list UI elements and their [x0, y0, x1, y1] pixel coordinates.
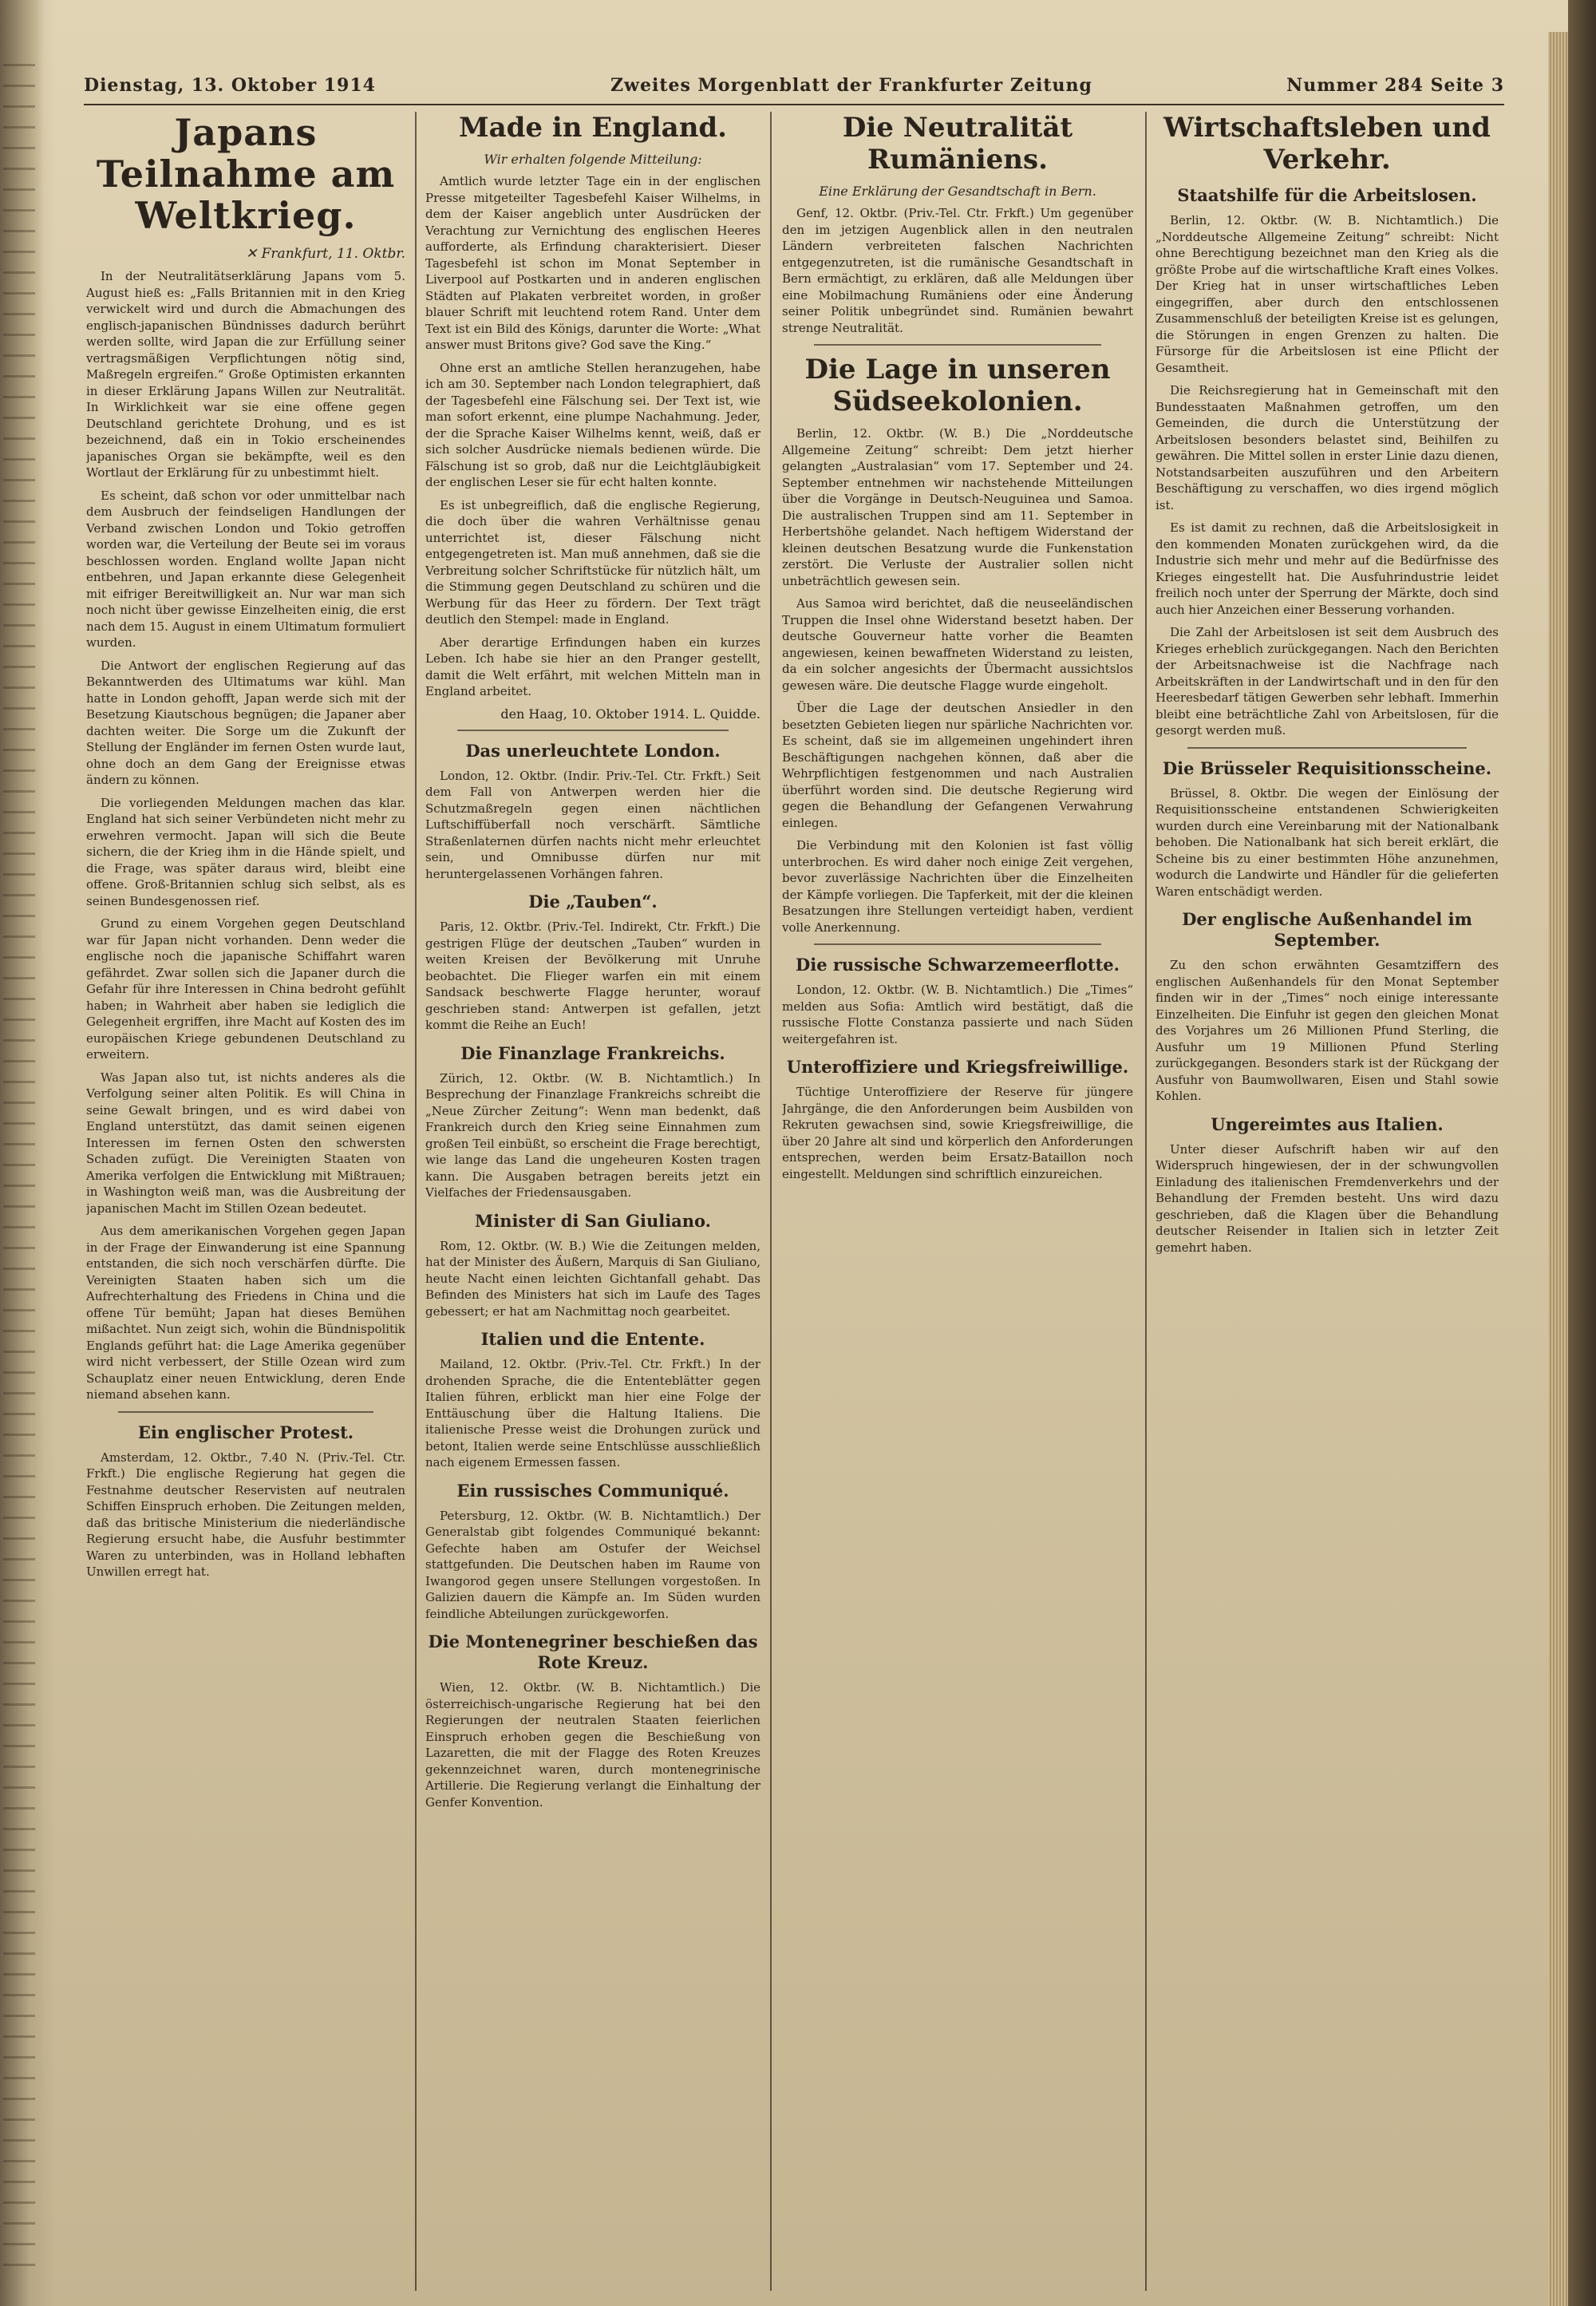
binding-gutter	[0, 0, 44, 2306]
article-title-japan: Japans Teilnahme am Weltkrieg.	[96, 112, 396, 237]
paragraph: Die Antwort der englischen Regierung auf das Bekanntwerden des Ultimatums war kühl. Man hatte in London gehofft, Japan werde sich mit der Besetzung Kiautschous begnügen; die Japaner aber dachten weiter. Die Sorge um die Zukunft der Stellung der Engländer im fernen Osten wurde laut, ohne doch an dem Gang der Ereignisse etwas ändern zu können.	[86, 658, 405, 787]
paragraph: Es scheint, daß schon vor oder unmittelbar nach dem Ausbruch der feindseligen Handlungen der Verband zwischen London und Tokio getroffen worden war, die Verteilung der Beute sei im voraus beschlossen worden. England wollte Japan nicht entbehren, und Japan erkannte diese Gelegenheit mit eifriger Bereitwilligkeit an. Nur war man sich noch nicht über gewisse Einzelheiten einig, die erst nach dem 15. August in einem Ultimatum formuliert wurden.	[86, 488, 405, 650]
paragraph: Es ist unbegreiflich, daß die englische Regierung, die doch über die wahren Verhältnisse genau unterrichtet ist, dieser Fälschung nicht entgegengetreten ist. Man muß annehmen, daß sie die Verbreitung solcher Schriftstücke für nützlich hält, um die Stimmung gegen Deutschland zu schüren und die Werbung für das Heer zu fördern. Der Text trägt deutlich den Stempel: made in England.	[425, 497, 760, 627]
article-title-economy: Wirtschaftsleben und Verkehr.	[1163, 112, 1491, 176]
column-economy	[1156, 112, 1499, 2291]
article-title-england: Made in England.	[458, 112, 728, 144]
section-title: Die „Tauben“.	[528, 892, 658, 912]
column-england	[425, 112, 760, 2291]
section-title: Die Finanzlage Frankreichs.	[460, 1042, 725, 1063]
paragraph: Aus Samoa wird berichtet, daß die neuseeländischen Truppen die Insel ohne Widerstand besetzt haben. Der deutsche Gouverneur hatte vorher die Beamten angewiesen, keinen bewaffneten Widerstand zu leisten, da ein solcher angesichts der Übermacht aussichtslos gewesen wäre. Die deutsche Flagge wurde eingeholt.	[782, 596, 1133, 693]
paragraph: Paris, 12. Oktbr. (Priv.-Tel. Indirekt, Ctr. Frkft.) Die gestrigen Flüge der deutschen „Tauben“ wurden in weiten Kreisen der Bevölkerung mit Unruhe beobachtet. Die Flieger warfen ein mit einem Sandsack beschwerte Flagge herunter, worauf geschrieben stand: Antwerpen ist gefallen, jetzt kommt die Reihe an Euch!	[425, 920, 760, 1032]
paragraph: Zürich, 12. Oktbr. (W. B. Nichtamtlich.) In Besprechung der Finanzlage Frankreichs schreibt die „Neue Zürcher Zeitung“: Wenn man bedenkt, daß Frankreich durch den Krieg seine Einnahmen zum großen Teil einbüßt, so erscheint die Frage berechtigt, wie lange das Land die ungeheuren Kosten tragen kann. Die Ausgaben betragen bereits jetzt ein Vielfaches der Friedensausgaben.	[425, 1070, 760, 1200]
paragraph: Die Reichsregierung hat in Gemeinschaft mit den Bundesstaaten Maßnahmen getroffen, um den Gemeinden, die durch die Unterstützung der Arbeitslosen besonders belastet sind, Beihilfen zu gewähren. Die Mittel sollen in erster Linie dazu dienen, Notstandsarbeiten auszuführen und den Arbeitern Beschäftigung zu verschaffen, wo dies irgend möglich ist.	[1156, 383, 1499, 512]
column-rule	[1145, 112, 1147, 2291]
paragraph: London, 12. Oktbr. (W. B. Nichtamtlich.) Die „Times“ melden aus Sofia: Amtlich wird bestätigt, daß die russische Flotte Constanza passierte und nach Süden weitergefahren ist.	[782, 983, 1133, 1046]
paragraph: Über die Lage der deutschen Ansiedler in den besetzten Gebieten liegen nur spärliche Nachrichten vor. Es scheint, daß sie im allgemeinen ungehindert ihren Beschäftigungen nachgehen können, daß aber die Wehrpflichtigen festgenommen und nach Australien überführt worden sind. Die deutsche Regierung wird gegen die Behandlung der Gefangenen Verwahrung einlegen.	[782, 701, 1133, 830]
paragraph: Berlin, 12. Oktbr. (W. B.) Die „Norddeutsche Allgemeine Zeitung“ schreibt: Dem jetzt hierher gelangten „Australasian“ vom 17. September und 24. September entnehmen wir nachstehende Mitteilungen über die Vorgänge in Deutsch-Neuguinea und Samoa. Die australischen Truppen sind am 11. September in Herbertshöhe gelandet. Nach heftigem Widerstand der kleinen deutschen Besatzung wurde die Funkenstation zerstört. Die Verluste der Australier sollen nicht unbeträchtlich gewesen sein.	[782, 426, 1133, 588]
column-rule	[415, 112, 417, 2291]
article-title-colonies: Die Lage in unseren Südseekolonien.	[804, 354, 1111, 417]
paragraph: Grund zu einem Vorgehen gegen Deutschland war für Japan nicht vorhanden. Denn weder die englische noch die japanische Schiffahrt waren gefährdet. Zwar sollen sich die Japaner durch die Gefahr für ihre Interessen in China bedroht gefühlt haben; in Wahrheit aber haben sie lediglich die Gelegenheit ergriffen, ihre Macht auf Kosten des im europäischen Kriege gebundenen Deutschland zu erweitern.	[86, 916, 405, 1062]
previous-page-text	[3, 64, 35, 2283]
section-title: Die Montenegriner beschießen das Rote Kreuz.	[428, 1632, 758, 1672]
header-date: Dienstag, 13. Oktober 1914	[84, 75, 376, 96]
paragraph: London, 12. Oktbr. (Indir. Priv.-Tel. Ctr. Frkft.) Seit dem Fall von Antwerpen werden hier die Schutzmaßregeln gegen einen nächtlichen Luftschiffüberfall noch verschärft. Sämtliche Straßenlaternen dürfen nachts nicht mehr erleuchtet sein, und Omnibusse dürfen nur mit heruntergelassenen Vorhängen fahren.	[425, 768, 760, 881]
header-title: Zweites Morgenblatt der Frankfurter Zeitung	[610, 75, 1092, 96]
paragraph: Wien, 12. Oktbr. (W. B. Nichtamtlich.) Die österreichisch-ungarische Regierung hat bei den Regierungen der neutralen Staaten feierlichen Einspruch erhoben gegen die Beschießung von Lazaretten, die mit der Flagge des Roten Kreuzes gekennzeichnet waren, durch montenegrinische Artillerie. Die Regierung verlangt die Einhaltung der Genfer Konvention.	[425, 1680, 760, 1810]
intro-line: Eine Erklärung der Gesandtschaft in Bern.	[819, 184, 1096, 199]
article-subtitle: Staatshilfe für die Arbeitslosen.	[1177, 185, 1477, 205]
paragraph: Petersburg, 12. Oktbr. (W. B. Nichtamtlich.) Der Generalstab gibt folgendes Communiqué bekannt: Gefechte haben am Ostufer der Weichsel stattgefunden. Die Deutschen haben im Raume von Iwangorod gegen unsere Stellungen vorgestoßen. In Galizien dauern die Kämpfe an. Im Süden wurden feindliche Abteilungen zurückgeworfen.	[425, 1508, 760, 1621]
section-title: Die russische Schwarzemeerflotte.	[796, 955, 1120, 975]
paragraph: Mailand, 12. Oktbr. (Priv.-Tel. Ctr. Frkft.) In der drohenden Sprache, die die Ententeblätter gegen Italien führen, erblickt man hier eine Folge der Enttäuschung über die Haltung Italiens. Die italienische Presse weist die Drohungen zurück und betont, Italien werde seine Entschlüsse ausschließlich nach eigenem Ermessen fassen.	[425, 1357, 760, 1469]
column-romania	[782, 112, 1133, 2291]
article-title-romania: Die Neutralität Rumäniens.	[842, 112, 1073, 176]
paragraph: Amsterdam, 12. Oktbr., 7.40 N. (Priv.-Tel. Ctr. Frkft.) Die englische Regierung hat gegen die Festnahme deutscher Reservisten auf neutralen Schiffen Einspruch erhoben. Die Zeitungen melden, daß das britische Ministerium die niederländische Regierung ersucht habe, die Ausfuhr bestimmter Waren zu unterbinden, was in Holland lebhaften Unwillen erregt hat.	[86, 1450, 405, 1579]
paragraph: Was Japan also tut, ist nichts anderes als die Verfolgung seiner alten Politik. Es will China in seine Gewalt bringen, und es wird dabei von England unterstützt, das damit seinen eigenen Interessen im fernen Osten den schwersten Schaden zufügt. Die Vereinigten Staaten von Amerika verfolgen die Entwicklung mit Mißtrauen; in Washington weiß man, was die Ausbreitung der japanischen Macht im Stillen Ozean bedeutet.	[86, 1070, 405, 1216]
section-title: Ungereimtes aus Italien.	[1211, 1113, 1444, 1134]
section-title: Das unerleuchtete London.	[465, 740, 721, 761]
paragraph: Es ist damit zu rechnen, daß die Arbeitslosigkeit in den kommenden Monaten zurückgehen wird, da die Industrie sich mehr und mehr auf die Bedürfnisse des Krieges eingestellt hat. Die Ausfuhrindustrie leidet freilich noch unter der Sperrung der Märkte, doch sind auch hier Anzeichen einer Besserung vorhanden.	[1156, 520, 1499, 617]
section-title: Ein russisches Communiqué.	[456, 1480, 729, 1501]
header-page-number: Nummer 284 Seite 3	[1286, 75, 1504, 96]
dateline: ✕ Frankfurt, 11. Oktbr.	[245, 246, 405, 262]
paragraph: Die Zahl der Arbeitslosen ist seit dem Ausbruch des Krieges erheblich zurückgegangen. Nach den Berichten der Arbeitsnachweise ist die Nachfrage nach Arbeitskräften in der Landwirtschaft und in den für den Heeresbedarf tätigen Gewerben sehr lebhaft. Immerhin bleibt eine beträchtliche Zahl von Arbeitslosen, für die gesorgt werden muß.	[1156, 625, 1499, 738]
section-title: Der englische Außenhandel im September.	[1182, 909, 1472, 950]
paragraph: Rom, 12. Oktbr. (W. B.) Wie die Zeitungen melden, hat der Minister des Äußern, Marquis di San Giuliano, heute Nacht einen leichten Gichtanfall gehabt. Das Befinden des Ministers hat sich im Laufe des Tages gebessert; er hat am Nachmittag noch gearbeitet.	[425, 1238, 760, 1319]
section-title: Unteroffiziere und Kriegsfreiwillige.	[786, 1057, 1129, 1077]
paragraph: Brüssel, 8. Oktbr. Die wegen der Einlösung der Requisitionsscheine entstandenen Schwierigkeiten wurden durch eine Vereinbarung mit der Nationalbank behoben. Die Nationalbank hat sich bereit erklärt, die Scheine bis zu einer bestimmten Höhe anzunehmen, wodurch die Landwirte und Händler für die gelieferten Waren entschädigt werden.	[1156, 785, 1499, 899]
section-title: Italien und die Entente.	[480, 1329, 705, 1349]
paragraph: Aus dem amerikanischen Vorgehen gegen Japan in der Frage der Einwanderung ist eine Spannung entstanden, die sich noch verschärfen dürfte. Die Vereinigten Staaten haben sich um die Aufrechterhaltung des Friedens in China und die offene Tür bemüht; Japan hat dieses Bemühen mißachtet. Nun zeigt sich, wohin die Bündnispolitik Englands geführt hat: die Lage Amerika gegenüber wird nicht verbessert, der Stille Ozean wird zum Schauplatz einer neuen Entwicklung, deren Ende niemand absehen kann.	[86, 1224, 405, 1402]
signature: den Haag, 10. Oktober 1914. L. Quidde.	[500, 706, 760, 722]
book-edge	[1568, 0, 1596, 2306]
paragraph: Die vorliegenden Meldungen machen das klar. England hat sich seiner Verbündeten nicht mehr zu erwehren vermocht. Japan will sich die Beute sichern, die der Krieg ihm in die Hände spielt, und die Frage, was später daraus wird, bleibt eine offene. Groß-Britannien schlug sich selbst, als es seinen Bundesgenossen rief.	[86, 795, 405, 908]
column-japan	[86, 112, 405, 2291]
section-title: Ein englischer Protest.	[137, 1422, 354, 1442]
paragraph: Ohne erst an amtliche Stellen heranzugehen, habe ich am 30. September nach London telegraphiert, daß der Tagesbefehl eine Fälschung sei. Der Text ist, wie man sofort erkennt, eine plumpe Nachahmung. Jeder, der die Sprache Kaiser Wilhelms kennt, weiß, daß er sich solcher Ausdrücke niemals bedienen würde. Die Fälschung ist so grob, daß nur die Leichtgläubigkeit der englischen Leser sie für echt halten konnte.	[425, 360, 760, 489]
page-header	[84, 72, 1504, 105]
paragraph: Die Verbindung mit den Kolonien ist fast völlig unterbrochen. Es wird daher noch einige Zeit vergehen, bevor zuverlässige Nachrichten über die Einzelheiten der Kämpfe vorliegen. Die Tapferkeit, mit der die kleinen Besatzungen ihre Stellungen verteidigt haben, verdient volle Anerkennung.	[782, 838, 1133, 935]
separator	[118, 1411, 373, 1413]
intro-line: Wir erhalten folgende Mitteilung:	[484, 152, 702, 167]
separator	[814, 943, 1101, 945]
section-title: Die Brüsseler Requisitionsscheine.	[1162, 757, 1492, 778]
separator	[457, 730, 729, 731]
page-stack-edge	[1548, 32, 1568, 2306]
paragraph: Amtlich wurde letzter Tage ein in der englischen Presse mitgeteilter Tagesbefehl Kaiser Wilhelms, in dem der Kaiser angeblich unter Ausdrücken der Verachtung zur Vernichtung des englischen Heeres aufforderte, als Erfindung charakterisiert. Dieser Tagesbefehl ist schon im Monat September in Liverpool auf Postkarten und in anderen englischen Städten auf Plakaten verbreitet worden, in großer blauer Schrift mit leuchtend rotem Rand. Unter dem Text ist ein Bild des Königs, darunter die Worte: „What answer must Britons give? God save the King.“	[425, 174, 760, 352]
paragraph: Unter dieser Aufschrift haben wir auf den Widerspruch hingewiesen, der in der schwungvollen Einladung des italienischen Fremdenverkehrs und der Behandlung der Fremden besteht. Uns wird dazu geschrieben, daß die Klagen über die Behandlung deutscher Reisender in Italien sich in letzter Zeit gemehrt haben.	[1156, 1141, 1499, 1255]
separator	[1187, 747, 1467, 749]
separator	[814, 344, 1101, 346]
paragraph: Zu den schon erwähnten Gesamtziffern des englischen Außenhandels für den Monat September finden wir in der „Times“ noch einige interessante Einzelheiten. Die Einfuhr ist gegen den gleichen Monat des Vorjahres um 26 Millionen Pfund Sterling, die Ausfuhr um 19 Millionen Pfund Sterling zurückgegangen. Besonders stark ist der Rückgang der Ausfuhr von Baumwollwaren, Eisen und Stahl sowie Kohlen.	[1156, 958, 1499, 1103]
paragraph: Genf, 12. Oktbr. (Priv.-Tel. Ctr. Frkft.) Um gegenüber den im jetzigen Augenblick allen in den neutralen Ländern verbreiteten falschen Nachrichten entgegenzutreten, ist die rumänische Gesandtschaft in Bern ermächtigt, zu erklären, daß alle Meldungen über eine Mobilmachung Rumäniens oder eine Änderung seiner Politik unbegründet sind. Rumänien bewahrt strenge Neutralität.	[782, 206, 1133, 335]
paragraph: Tüchtige Unteroffiziere der Reserve für jüngere Jahrgänge, die den Anforderungen beim Ausbilden von Rekruten gewachsen sind, sowie Kriegsfreiwillige, die über 20 Jahre alt sind und körperlich den Anforderungen entsprechen, werden beim Ersatz-Bataillon noch eingestellt. Meldungen sind schriftlich einzureichen.	[782, 1085, 1133, 1181]
column-rule	[770, 112, 772, 2291]
paragraph: In der Neutralitätserklärung Japans vom 5. August hieß es: „Falls Britannien mit in den Krieg verwickelt wird und durch die Abmachungen des englisch-japanischen Bündnisses dadurch berührt werden sollte, wird Japan die zur Erfüllung seiner vertragsmäßigen Verpflichtungen nötig sind, Maßregeln ergreifen.“ Große Optimisten erkannten in dieser Erklärung Japans Willen zur Neutralität. In Wirklichkeit war sie eine offene gegen Deutschland gerichtete Drohung, und es ist bezeichnend, daß ein in Tokio erscheinendes japanisches Organ sie bekämpfte, weil es den Wortlaut der Erklärung für zu unbestimmt hielt.	[86, 269, 405, 480]
paragraph: Berlin, 12. Oktbr. (W. B. Nichtamtlich.) Die „Norddeutsche Allgemeine Zeitung“ schreibt: Nicht ohne Berechtigung bezeichnet man den Krieg als die größte Probe auf die wirtschaftliche Kraft eines Volkes. Der Krieg hat in unser wirtschaftliches Leben eingegriffen, aber durch den entschlossenen Zusammenschluß der beteiligten Kreise ist es gelungen, die Störungen in engen Grenzen zu halten. Die Fürsorge für die Arbeitslosen ist eine Pflicht der Gesamtheit.	[1156, 213, 1499, 375]
section-title: Minister di San Giuliano.	[474, 1210, 711, 1231]
paragraph: Aber derartige Erfindungen haben ein kurzes Leben. Ich habe sie hier an den Pranger gestellt, damit die Welt erfährt, mit welchen Mitteln man in England arbeitet.	[425, 635, 760, 698]
